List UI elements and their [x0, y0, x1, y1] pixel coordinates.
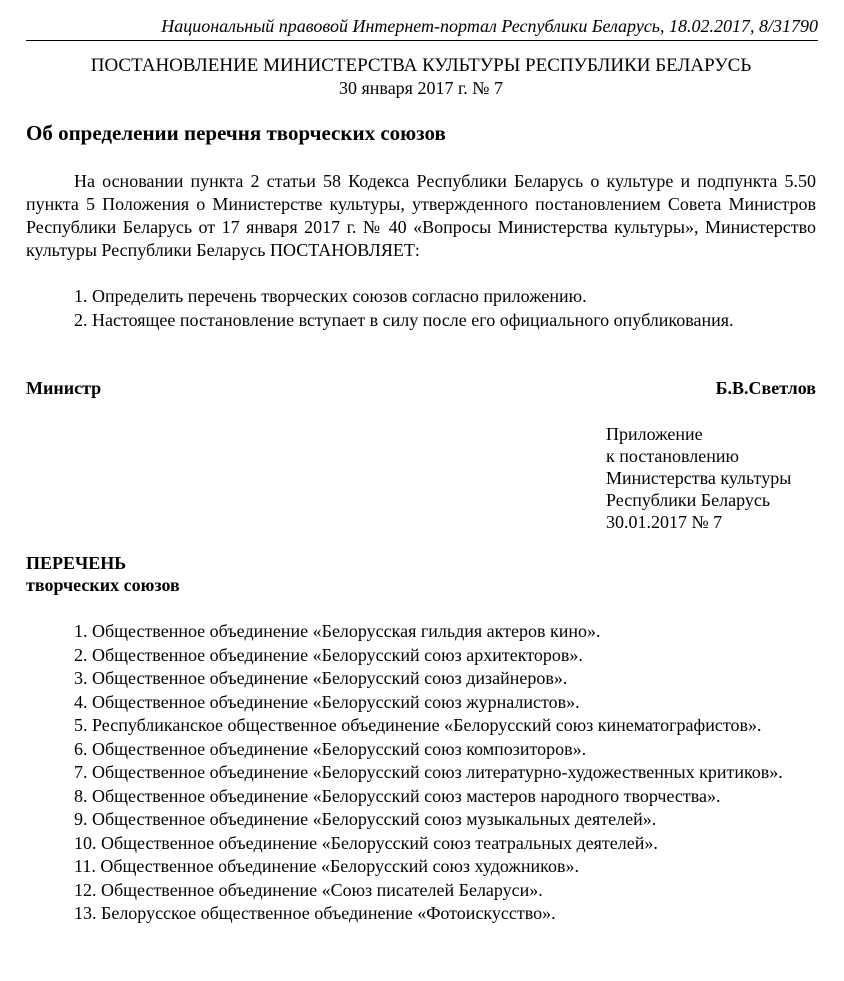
list-heading-block	[26, 552, 180, 596]
list-item: 7. Общественное объединение «Белорусский союз литературно-художественных критиков».	[74, 762, 783, 782]
document-type: ПОСТАНОВЛЕНИЕ МИНИСТЕРСТВА КУЛЬТУРЫ РЕСПУБЛИКИ БЕЛАРУСЬ	[90, 55, 752, 76]
appendix-line: Республики Беларусь	[606, 490, 771, 510]
appendix-line: 30.01.2017 № 7	[606, 512, 723, 532]
preamble-paragraph: На основании пункта 2 статьи 58 Кодекса Республики Беларусь о культуре и подпункта 5.50 пункта 5 Положения о Министерстве культуры, утвержденного постановлением Совета Министров Республики Беларусь от 17 января 2017 г. № 40 «Вопросы Министерства культуры», Министерство культуры Республики Беларусь ПОСТАНОВЛЯЕТ:	[26, 171, 816, 260]
list-item: 10. Общественное объединение «Белорусский союз театральных деятелей».	[74, 832, 658, 853]
appendix-line: Приложение	[606, 424, 703, 444]
list-item: 12. Общественное объединение «Союз писателей Беларуси».	[74, 879, 543, 900]
unions-list	[26, 620, 816, 926]
signature-name: Б.В.Светлов	[715, 378, 816, 398]
list-item: 5. Республиканское общественное объединение «Белорусский союз кинематографистов».	[74, 715, 762, 735]
clause-2: 2. Настоящее постановление вступает в силу после его официального опубликования.	[74, 310, 734, 330]
list-subheading: творческих союзов	[26, 575, 180, 595]
source-header: Национальный правовой Интернет-портал Республики Беларусь, 18.02.2017, 8/31790	[26, 14, 818, 41]
appendix-line: Министерства культуры	[606, 468, 792, 488]
appendix-line: к постановлению	[606, 446, 739, 466]
list-item: 2. Общественное объединение «Белорусский союз архитекторов».	[74, 644, 583, 665]
list-item: 8. Общественное объединение «Белорусский союз мастеров народного творчества».	[74, 785, 721, 806]
list-item: 9. Общественное объединение «Белорусский союз музыкальных деятелей».	[74, 809, 657, 829]
list-item: 1. Общественное объединение «Белорусская гильдия актеров кино».	[74, 621, 601, 641]
appendix-block	[606, 423, 826, 533]
signature-position: Министр	[26, 378, 102, 398]
document-title: Об определении перечня творческих союзов	[26, 121, 446, 145]
list-item: 6. Общественное объединение «Белорусский союз композиторов».	[74, 738, 587, 759]
list-item: 3. Общественное объединение «Белорусский союз дизайнеров».	[74, 668, 568, 688]
clause-1: 1. Определить перечень творческих союзов согласно приложению.	[74, 286, 587, 306]
document-date-number: 30 января 2017 г. № 7	[339, 78, 503, 98]
list-item: 13. Белорусское общественное объединение «Фотоискусство».	[74, 903, 556, 923]
list-heading: ПЕРЕЧЕНЬ	[26, 553, 127, 573]
list-item: 11. Общественное объединение «Белорусский союз художников».	[74, 856, 579, 876]
list-item: 4. Общественное объединение «Белорусский союз журналистов».	[74, 691, 580, 712]
